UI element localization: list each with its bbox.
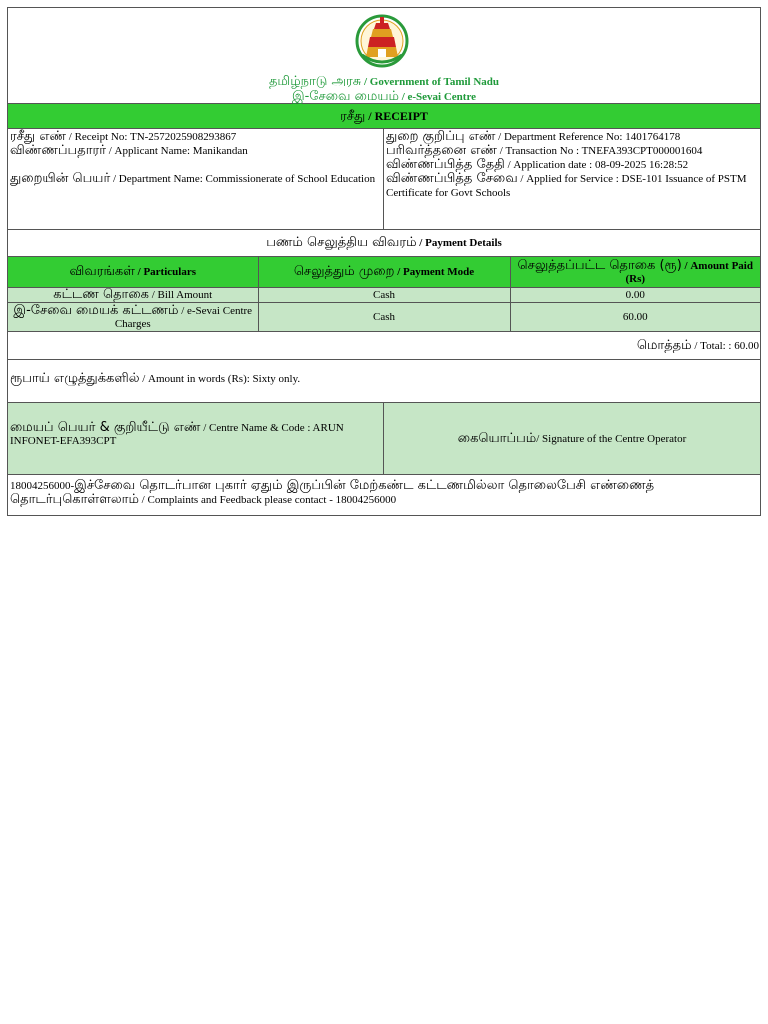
applied-service: விண்ணப்பித்த சேவை / Applied for Service : DSE-101 Issuance of PSTM Certificate for Govt Schools xyxy=(386,171,747,199)
department-name: துறையின் பெயர் / Department Name: Commissionerate of School Education xyxy=(10,171,376,186)
mode-cell: Cash xyxy=(258,303,510,332)
department-reference: துறை குறிப்பு எண் / Department Reference No: 1401764178 xyxy=(386,129,681,144)
receipt-title-bar: ரசீது / RECEIPT xyxy=(8,104,760,129)
info-left-column xyxy=(8,129,384,229)
payment-table xyxy=(8,257,760,332)
receipt-header xyxy=(8,8,760,104)
payment-details-title: பணம் செலுத்திய விவரம் / Payment Details xyxy=(8,230,760,257)
table-row xyxy=(8,288,760,303)
receipt-document xyxy=(7,7,761,516)
amount-cell: 0.00 xyxy=(510,288,760,303)
amount-cell: 60.00 xyxy=(510,303,760,332)
complaint-contact: 18004256000-இச்சேவை தொடர்பான புகார் ஏதும் இருப்பின் மேற்கண்ட கட்டணமில்லா தொலைபேசி எண்ணைத் தொடர்புகொள்ளலாம் / Complaints and Feedback please contact - 18004256000 xyxy=(10,478,655,507)
application-date: விண்ணப்பித்த தேதி / Application date : 08-09-2025 16:28:52 xyxy=(386,157,689,172)
payment-table-header xyxy=(8,257,760,288)
centre-details xyxy=(8,403,760,475)
particular-cell: கட்டண தொகை / Bill Amount xyxy=(8,288,258,303)
transaction-number: பரிவர்த்தனை எண் / Transaction No : TNEFA393CPT000001604 xyxy=(386,143,703,158)
total-amount: மொத்தம் / Total: : 60.00 xyxy=(8,332,760,360)
applicant-name: விண்ணப்பதாரர் / Applicant Name: Manikandan xyxy=(10,143,248,158)
info-right-column xyxy=(384,129,760,229)
amount-in-words: ரூபாய் எழுத்துக்களில் / Amount in words (Rs): Sixty only. xyxy=(8,360,760,403)
tamil-nadu-emblem-icon xyxy=(354,11,410,73)
mode-cell: Cash xyxy=(258,288,510,303)
centre-name-code: மையப் பெயர் & குறியீட்டு எண் / Centre Name & Code : ARUN INFONET-EFA393CPT xyxy=(8,403,384,474)
centre-title: இ-சேவை மையம் / e-Sevai Centre xyxy=(291,89,477,104)
header-payment-mode: செலுத்தும் முறை / Payment Mode xyxy=(258,257,510,288)
header-particulars: விவரங்கள் / Particulars xyxy=(8,257,258,288)
table-row xyxy=(8,303,760,332)
government-title: தமிழ்நாடு அரசு / Government of Tamil Nadu xyxy=(268,74,500,89)
operator-signature: கையொப்பம் / Signature of the Centre Operator xyxy=(384,403,760,474)
header-amount-paid: செலுத்தப்பட்ட தொகை (ரூ) / Amount Paid (Rs) xyxy=(510,257,760,288)
receipt-info xyxy=(8,129,760,230)
particular-cell: இ-சேவை மையக் கட்டணம் / e-Sevai Centre Charges xyxy=(8,303,258,332)
receipt-number: ரசீது எண் / Receipt No: TN-2572025908293867 xyxy=(10,129,237,144)
